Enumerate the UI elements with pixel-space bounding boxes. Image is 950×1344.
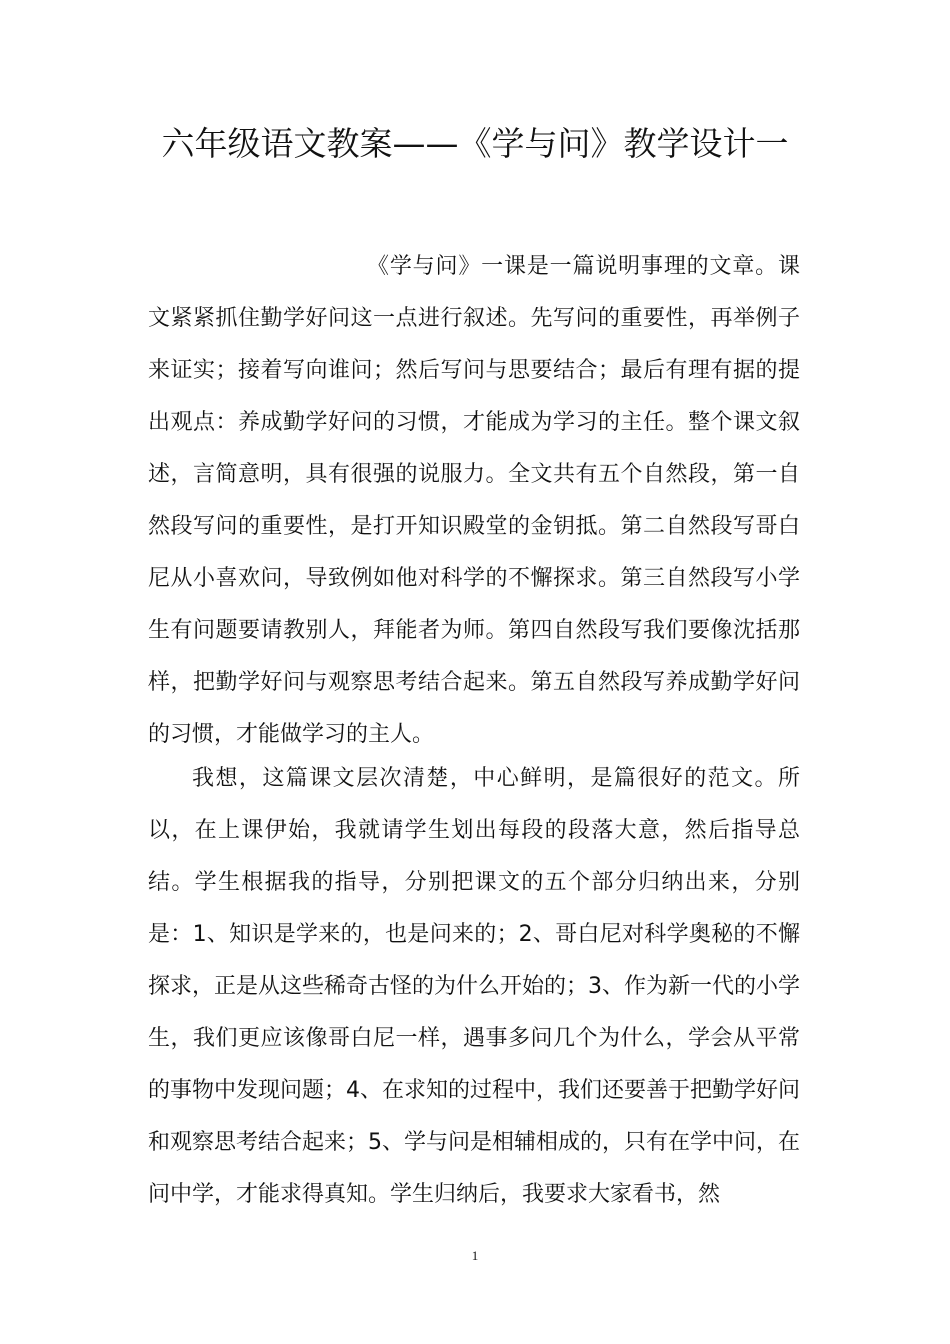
page-number: 1 [471, 1248, 479, 1263]
paragraph-1: 《学与问》一课是一篇说明事理的文章。课文紧紧抓住勤学好问这一点进行叙述。先写问的重要性，再举例子来证实；接着写向谁问；然后写问与思要结合；最后有理有据的提出观点：养成勤学好问的习惯，才能成为学习的主任。整个课文叙述，言简意明，具有很强的说服力。全文共有五个自然段，第一自然段写问的重要性，是打开知识殿堂的金钥抵。第二自然段写哥白尼从小喜欢问，导致例如他对科学的不懈探求。第三自然段写小学生有问题要请教别人，拜能者为师。第四自然段写我们要像沈括那样，把勤学好问与观察思考结合起来。第五自然段写养成勤学好问的习惯，才能做学习的主人。 [148, 254, 800, 747]
paragraph-2: 我想，这篇课文层次清楚，中心鲜明，是篇很好的范文。所以，在上课伊始，我就请学生划出每段的段落大意，然后指导总结。学生根据我的指导，分别把课文的五个部分归纳出来，分别是：1、知识是学来的，也是问来的；2、哥白尼对科学奥秘的不懈探求，正是从这些稀奇古怪的为什么开始的；3、作为新一代的小学生，我们更应该像哥白尼一样，遇事多问几个为什么，学会从平常的事物中发现问题；4、在求知的过程中，我们还要善于把勤学好问和观察思考结合起来；5、学与问是相辅相成的，只有在学中问，在问中学，才能求得真知。学生归纳后，我要求大家看书，然 [148, 766, 800, 1207]
document-title: 六年级语文教案——《学与问》教学设计一 [161, 124, 789, 163]
